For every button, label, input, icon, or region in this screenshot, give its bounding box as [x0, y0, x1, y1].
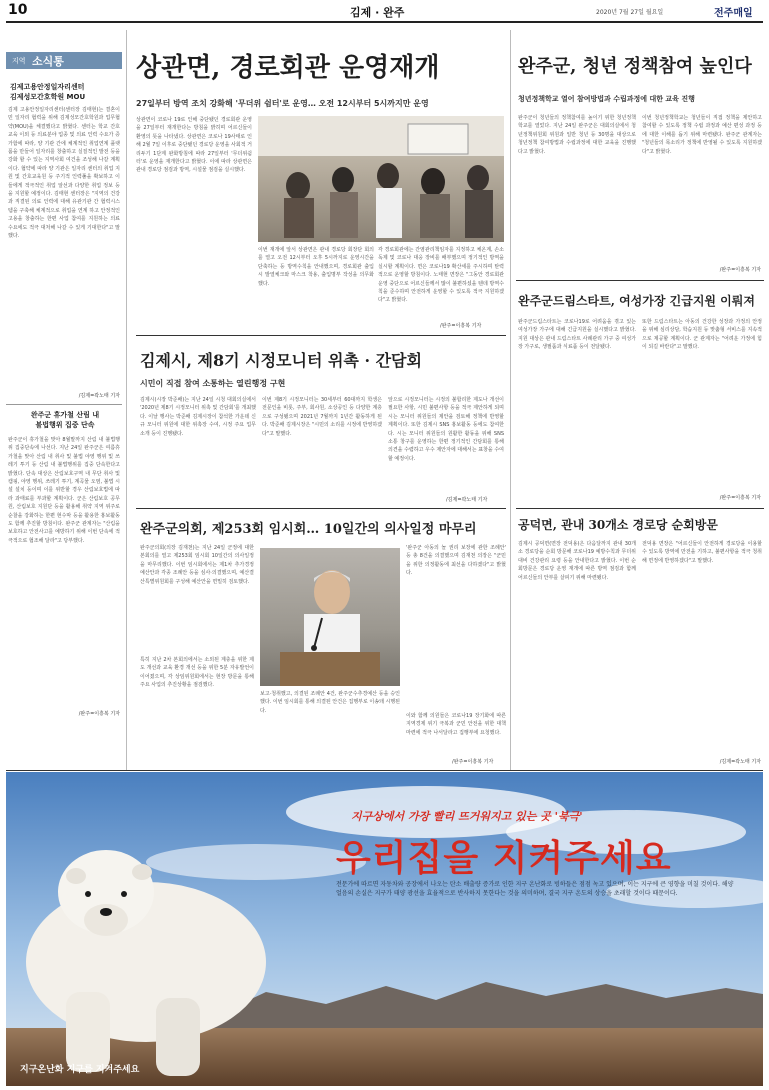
- story2-subhead: 시민이 직접 참여 소통하는 열린행정 구현: [140, 379, 286, 388]
- story3-col2: 특히 지난 2차 본회의에서는 소외된 계층을 위한 제도 개선과 교육 환경 개선 등을 위한 5분 자유발언이 이어졌으며, 각 상임위원회에서는 현장 방문을 통해 주요 사업의 추진상황을 점검했다.: [140, 657, 254, 689]
- ad-headline: 우리집을 지켜주세요: [336, 838, 672, 879]
- right-story3-col1: 김제시 공덕면(면장 전덕용)은 다음달까지 관내 30개소 경로당을 순회 방문해 코로나19 예방수칙과 무더위 대비 건강관리 요령 등을 안내한다고 밝혔다. 이번 순회방문은 경로당 운영 재개에 따른 방역 점검과 함께 어르신들의 안부를 살피기 위해 마련됐다.: [518, 541, 636, 581]
- story1-col1: 상관면이 코로나 19로 인해 중단됐던 경로회관 운영을 27일부터 재개한다는 방침을 밝히며 어르신들이 환영의 뜻을 나타냈다. 상관면은 코로나 19사태로 인해 2월 7일 이후로 중단됐던 경로당 운영을 사회적 거리두기 1단계 완화방침에 따라 27일부터 '무더위쉼터'로 운영을 재개한다고 밝혔다. 이에 따라 상관면은 관내 경로당 점검과 방역, 시설물 점검을 실시했다.: [136, 117, 252, 174]
- sidebar-title: 소식통: [32, 55, 64, 68]
- story1-headline: 상관면, 경로회관 운영재개: [136, 53, 440, 83]
- ad-top-rule: [6, 770, 763, 771]
- story1-col2: 이번 재개에 앞서 상관면은 관내 경로당 회장단 회의를 열고 오전 12시부터 오후 5시까지로 운영시간을 단축하는 등 방역수칙을 안내했으며, 경로회관 출입 시 발열체크와 마스크 착용, 출입명부 작성을 의무화했다.: [258, 247, 374, 287]
- story3-col5: 이와 함께 의원들은 코로나19 장기화에 따른 지역경제 위기 극복과 군민 안전을 위한 대책 마련에 적극 나서달라고 집행부에 요청했다.: [406, 713, 506, 736]
- story3-byline: /완주=이흥복 기자: [452, 759, 494, 765]
- senior-center-scene: [258, 116, 504, 242]
- sidebar-item-1-body: 김제 고용안정일자리센터(센터장 김태현)는 결혼이민 일자리 협력을 위해 김제성모간호학원과 업무협약(MOU)을 체결했다고 밝혔다. 센터는 학교 간호교육 이외 등 의료분야 업종 및 의료 인력 수요가 증가함에 따라, 양 기관 간에 체계적인 취업연계 플랫폼을 만들어 일자리를 창출하고 실질적인 발전 등을 강화 할 수 있는 지역사회 여건을 조성해 나갈 계획이다. 협약에 따라 양 기관은 일자리 센터의 취업 지원 및 간호교육원 등 주기적 인력풀을 확보하고 이들에게 적극적인 취업 알선과 다양한 취업 정보 등을 지원할 예정이다. 김태현 센터장은 "지역의 건강과 직결된 의료 인력에 대해 유관기관 간 협력시스템을 구축해 체계적으로 취업을 연계 하고 안정적인 고용을 창출하는 한편 사업 참여를 지원하는 의료 수요에도 적극 대처해 나갈 수 있게 기대한다"고 말했다.: [8, 107, 120, 240]
- sidebar-item-1-headline: 김제고용안정일자리센터 김제성모간호학원 MOU: [10, 83, 86, 101]
- story2-col1: 김제시(시장 박준배)는 지난 24일 시청 대회의실에서 '2020년 제8기 시정모니터 위촉 및 간담회'를 개최했다. 이날 행사는 박준배 김제시장이 참석한 가운데 신규 모니터 위원에 대한 위촉장 수여, 시정 주요 업무 소개 등이 진행됐다.: [140, 397, 256, 437]
- story2-headline: 김제시, 제8기 시정모니터 위촉 · 간담회: [140, 351, 422, 370]
- ad-footer: 지구온난화 지구를 지켜주세요: [20, 1065, 140, 1075]
- sidebar-column-rule: [126, 30, 127, 770]
- right-story1-subhead: 청년정책학교 열어 참여방법과 수립과정에 대한 교육 진행: [518, 95, 695, 103]
- ad-body: 전문가에 따르면 자동차와 공장에서 나오는 탄소 배출량 증가로 인한 지구 온난화로 빙하들은 점점 녹고 있으며, 이는 지구에 큰 영향을 미칠 것이다. 해양 얼음의 손실은 지구가 태양 광선을 효율적으로 반사하지 못한다는 것을 의미하며, 결국 지구 온도의 상승을 초래할 것이다 때문이다.: [336, 881, 734, 897]
- newspaper-logo: 전주매일: [714, 8, 753, 19]
- right-story1-divider: [516, 280, 764, 281]
- issue-date: 2020년 7월 27일 월요일: [596, 9, 664, 16]
- sidebar-item-1-byline: /김제=곽노태 기자: [78, 393, 120, 399]
- section-title: 김제 · 완주: [350, 6, 405, 19]
- story1-photo: [258, 116, 504, 242]
- right-story1-col1: 완주군이 청년들의 정책참여를 높이기 위한 청년정책학교를 열었다. 지난 24일 완주군은 대회의실에서 청년정책위원회 위원과 일반 청년 등 30명을 대상으로 청년정책 참여방법과 수립과정에 대한 교육을 진행했다고 밝혔다.: [518, 115, 636, 155]
- sidebar-item-2-body: 완주군이 휴가철을 맞아 8월말까지 산림 내 불법행위 집중단속에 나선다. 지난 24일 완주군은 여름휴가철을 맞아 산림 내 취사 및 불법 야영 행위 및 쓰레기 투기 등 산림 내 불법행위를 집중 단속한다고 밝혔다. 단속 대상은 산림보호구역 내 무단 취사 및 캠핑, 야영 행위, 쓰레기 투기, 계곡물 오염, 불법 시설 설치 등이며 이를 위반할 경우 산림보호법에 따라 과태료를 부과할 계획이다. 군은 산림보호 공무원, 산림보호 지원단 등을 활용해 취약 지역 위주로 순찰을 강화하는 한편 현수막 등을 활용한 홍보활동도 함께 추진할 방침이다. 완주군 관계자는 "산림을 보호하고 안전사고를 예방하기 위해 이번 단속에 적극적으로 협조해 달라"고 당부했다.: [8, 437, 120, 544]
- story1-divider: [136, 335, 506, 336]
- right-story3-headline: 공덕면, 관내 30개소 경로당 순회방문: [518, 518, 718, 532]
- page-number: 10: [8, 2, 28, 18]
- right-story2-col1: 완주군드림스타트는 코로나19로 어려움을 겪고 있는 여성가장 가구에 대해 긴급지원을 실시했다고 밝혔다. 지원 대상은 관내 드림스타트 사례관리 가구 중 여성가장 가구로, 생필품과 식료품 등이 전달됐다.: [518, 319, 636, 351]
- story2-byline: /김제=곽노태 기자: [446, 497, 488, 503]
- sidebar: [6, 52, 122, 772]
- story2-col2: 이번 제8기 시정모니터는 30세부터 60대까지 학생은 전문인을 비롯, 주부, 회사원, 소상공인 등 다양한 계층으로 구성됐으며 2021년 7월까지 1년간 활동하게 된다. 박준배 김제시장은 "시민의 소리를 시정에 반영하겠다"고 말했다.: [262, 397, 382, 437]
- story3-col4: '완주군 아동의 놀 권리 보장에 관한 조례안' 등 총 8건을 의결했으며 김재천 의장은 "군민을 위한 의정활동에 최선을 다하겠다"고 밝혔다.: [406, 545, 506, 577]
- story3-photo: [260, 548, 400, 686]
- sidebar-header: [6, 52, 122, 69]
- story3-col1: 완주군의회(의장 김재천)는 지난 24일 군정에 대한 본회의를 열고 제253회 임시회 10일간의 의사일정을 마무리했다. 이번 임시회에서는 제1차 추가경정예산안과 각종 조례안 등을 심사·의결했으며, 예산결산특별위원회를 구성해 예산안을 면밀히 검토했다.: [140, 545, 254, 585]
- sidebar-item-2-headline: 완주군 휴가철 산림 내 불법행위 집중 단속: [30, 411, 100, 429]
- right-story2-byline: /완주=이흥복 기자: [719, 495, 761, 501]
- main-column-rule: [510, 30, 511, 770]
- story1-byline: /완주=이흥복 기자: [440, 323, 482, 329]
- sidebar-item-2-byline: /완주=이흥복 기자: [78, 711, 120, 717]
- page-header: [0, 0, 769, 22]
- story3-col3: 보고·청취했고, 의결된 조례안 4건, 완주군수추경예산 등을 승인했다. 이번 임시회를 통해 의결된 안건은 집행부로 이송돼 시행된다.: [260, 691, 400, 714]
- right-story1-col2: 이번 청년정책학교는 청년들이 직접 정책을 제안하고 참여할 수 있도록 정책 수립 과정과 예산 편성 과정 등에 대한 이해를 돕기 위해 마련됐다. 완주군 관계자는 "청년들의 목소리가 정책에 반영될 수 있도록 지원하겠다"고 밝혔다.: [642, 115, 762, 155]
- story2-divider: [136, 508, 506, 509]
- right-story3-byline: /김제=곽노태 기자: [719, 759, 761, 765]
- header-rule: [6, 21, 763, 23]
- right-story2-divider: [516, 508, 764, 509]
- sidebar-label: 지역: [12, 57, 26, 65]
- right-story2-headline: 완주군드림스타트, 여성가장 긴급지원 이뤄져: [518, 294, 755, 308]
- right-story1-byline: /완주=이흥복 기자: [719, 267, 761, 273]
- story3-headline: 완주군의회, 제253회 임시회… 10일간의 의사일정 마무리: [140, 522, 477, 537]
- story2-col3: 앞으로 시정모니터는 시정의 불합리한 제도나 개선이 필요한 사항, 시민 불편사항 등을 적극 제안하게 되며 시는 모니터 위원들의 제안을 검토해 정책에 반영할 계획이다. 또한 김제시 SNS 홍보활동 등에도 참여한다. 시는 모니터 위원들의 원활한 활동을 위해 SNS 소통 창구를 운영하는 한편 정기적인 간담회를 통해 의견을 수렴하고 우수 제안자에 대해서는 표창을 수여할 예정이다.: [388, 397, 504, 462]
- right-story2-col2: 또한 드림스타트는 아동의 건강한 성장과 가정의 안정을 위해 심리상담, 학습지원 등 맞춤형 서비스를 지속적으로 제공할 계획이다. 군 관계자는 "어려운 가정에 힘이 되길 바란다"고 말했다.: [642, 319, 762, 351]
- story1-col3: 각 경로회관에는 간염관리책임자를 지정하고 체온계, 손소독제 및 코로나 대응 장비를 배부했으며 정기적인 방역을 실시할 계획이다. 면은 코로나19 확산세를 주시하며 탄력적으로 운영할 방침이다. 노태현 면장은 "그동안 경로회관 운영 중단으로 어르신들께서 많이 불편하셨을 텐데 방역수칙을 준수하며 안전하게 운영할 수 있도록 적극 지원하겠다"고 밝혔다.: [378, 247, 504, 304]
- story1-subhead: 27일부터 방역 조치 강화해 '무더위 쉼터'로 운영… 오전 12시부터 5시까지만 운영: [136, 99, 429, 108]
- sidebar-divider: [6, 404, 122, 405]
- climate-ad: [6, 772, 763, 1086]
- right-story3-col2: 전덕용 면장은 "어르신들이 안전하게 경로당을 이용할 수 있도록 방역에 만전을 기하고, 불편사항을 적극 청취해 면정에 반영하겠다"고 말했다.: [642, 541, 762, 564]
- ad-tagline: 지구상에서 가장 빨리 뜨거워지고 있는 곳 '북극': [351, 810, 583, 823]
- council-speaker-scene: [260, 548, 400, 686]
- right-story1-headline: 완주군, 청년 정책참여 높인다: [518, 56, 752, 77]
